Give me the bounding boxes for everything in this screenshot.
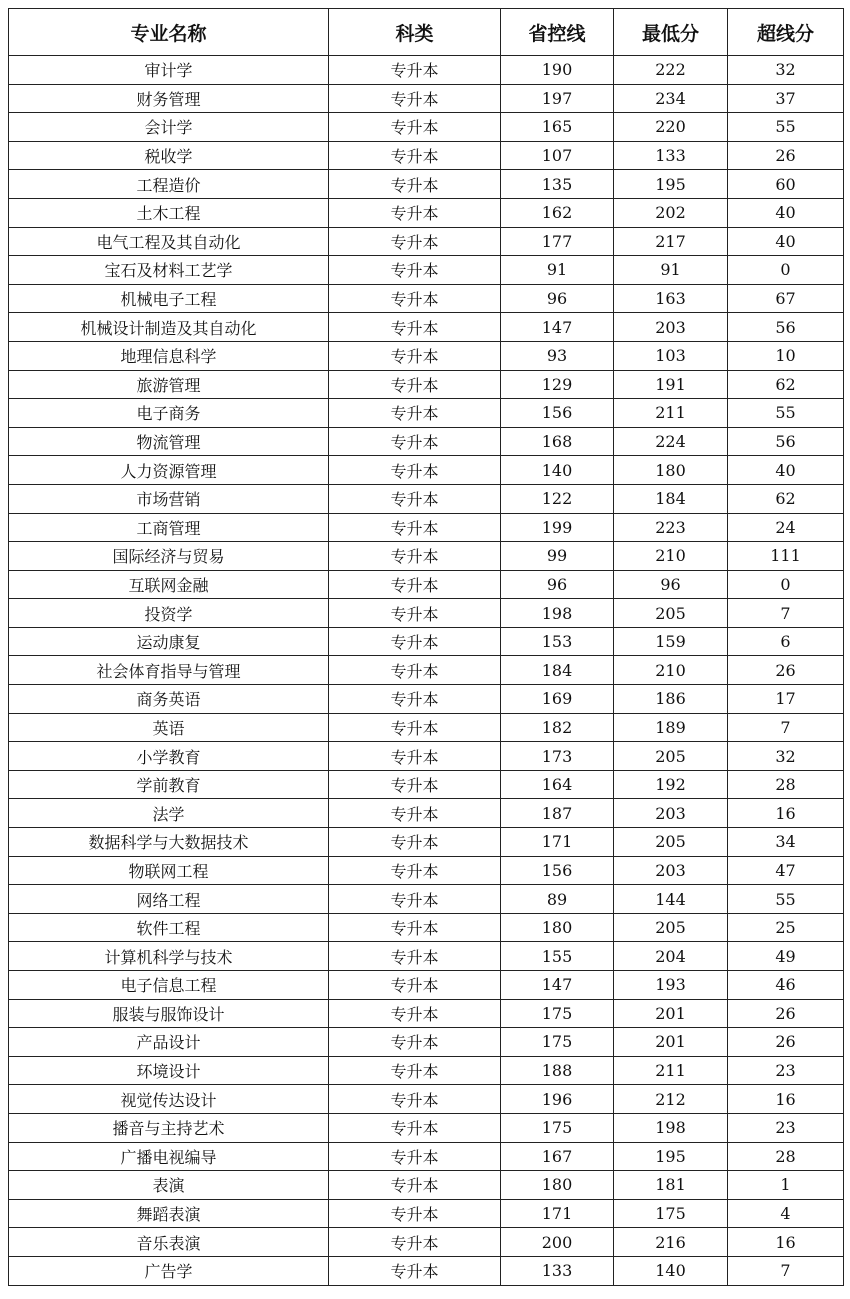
- cell-provincial-line: 91: [501, 256, 614, 285]
- cell-over-line: 16: [728, 1228, 844, 1257]
- cell-category: 专升本: [329, 141, 501, 170]
- cell-major-name: 环境设计: [9, 1056, 329, 1085]
- cell-category: 专升本: [329, 685, 501, 714]
- cell-category: 专升本: [329, 1228, 501, 1257]
- table-row: [9, 1142, 844, 1171]
- cell-major-name: 舞蹈表演: [9, 1199, 329, 1228]
- cell-over-line: 7: [728, 1256, 844, 1285]
- cell-category: 专升本: [329, 484, 501, 513]
- cell-provincial-line: 107: [501, 141, 614, 170]
- cell-major-name: 计算机科学与技术: [9, 942, 329, 971]
- cell-provincial-line: 122: [501, 484, 614, 513]
- cell-min-score: 217: [614, 227, 728, 256]
- cell-category: 专升本: [329, 56, 501, 85]
- cell-major-name: 投资学: [9, 599, 329, 628]
- cell-category: 专升本: [329, 370, 501, 399]
- cell-major-name: 表演: [9, 1171, 329, 1200]
- cell-over-line: 40: [728, 198, 844, 227]
- cell-provincial-line: 188: [501, 1056, 614, 1085]
- cell-over-line: 26: [728, 999, 844, 1028]
- cell-min-score: 186: [614, 685, 728, 714]
- cell-category: 专升本: [329, 770, 501, 799]
- table-row: [9, 913, 844, 942]
- cell-major-name: 数据科学与大数据技术: [9, 828, 329, 857]
- cell-category: 专升本: [329, 1113, 501, 1142]
- cell-min-score: 159: [614, 627, 728, 656]
- cell-over-line: 56: [728, 427, 844, 456]
- table-row: [9, 141, 844, 170]
- table-row: [9, 284, 844, 313]
- cell-provincial-line: 175: [501, 1028, 614, 1057]
- table-row: [9, 1199, 844, 1228]
- cell-category: 专升本: [329, 627, 501, 656]
- cell-over-line: 62: [728, 370, 844, 399]
- cell-provincial-line: 129: [501, 370, 614, 399]
- cell-category: 专升本: [329, 799, 501, 828]
- cell-over-line: 47: [728, 856, 844, 885]
- cell-category: 专升本: [329, 427, 501, 456]
- cell-category: 专升本: [329, 1199, 501, 1228]
- cell-over-line: 34: [728, 828, 844, 857]
- header-over-line: 超线分: [728, 9, 844, 56]
- table-row: [9, 227, 844, 256]
- table-row: [9, 942, 844, 971]
- cell-provincial-line: 147: [501, 971, 614, 1000]
- cell-category: 专升本: [329, 399, 501, 428]
- cell-category: 专升本: [329, 456, 501, 485]
- cell-min-score: 203: [614, 799, 728, 828]
- cell-category: 专升本: [329, 113, 501, 142]
- cell-min-score: 180: [614, 456, 728, 485]
- table-row: [9, 856, 844, 885]
- cell-category: 专升本: [329, 284, 501, 313]
- cell-min-score: 223: [614, 513, 728, 542]
- cell-major-name: 电子信息工程: [9, 971, 329, 1000]
- cell-min-score: 91: [614, 256, 728, 285]
- table-row: [9, 542, 844, 571]
- cell-category: 专升本: [329, 1142, 501, 1171]
- cell-over-line: 60: [728, 170, 844, 199]
- cell-major-name: 广播电视编导: [9, 1142, 329, 1171]
- table-row: [9, 1028, 844, 1057]
- cell-major-name: 视觉传达设计: [9, 1085, 329, 1114]
- cell-provincial-line: 175: [501, 999, 614, 1028]
- cell-major-name: 音乐表演: [9, 1228, 329, 1257]
- cell-min-score: 103: [614, 341, 728, 370]
- cell-min-score: 210: [614, 656, 728, 685]
- table-row: [9, 742, 844, 771]
- cell-category: 专升本: [329, 742, 501, 771]
- cell-min-score: 205: [614, 742, 728, 771]
- cell-min-score: 212: [614, 1085, 728, 1114]
- cell-min-score: 202: [614, 198, 728, 227]
- table-row: [9, 770, 844, 799]
- cell-major-name: 学前教育: [9, 770, 329, 799]
- header-provincial-line: 省控线: [501, 9, 614, 56]
- cell-over-line: 0: [728, 256, 844, 285]
- cell-provincial-line: 173: [501, 742, 614, 771]
- cell-major-name: 税收学: [9, 141, 329, 170]
- cell-category: 专升本: [329, 713, 501, 742]
- cell-provincial-line: 168: [501, 427, 614, 456]
- cell-provincial-line: 93: [501, 341, 614, 370]
- cell-major-name: 旅游管理: [9, 370, 329, 399]
- table-header: [9, 9, 844, 56]
- cell-category: 专升本: [329, 1056, 501, 1085]
- cell-category: 专升本: [329, 227, 501, 256]
- cell-over-line: 55: [728, 399, 844, 428]
- cell-over-line: 62: [728, 484, 844, 513]
- cell-major-name: 工程造价: [9, 170, 329, 199]
- table-row: [9, 84, 844, 113]
- table-row: [9, 627, 844, 656]
- cell-major-name: 服装与服饰设计: [9, 999, 329, 1028]
- cell-provincial-line: 187: [501, 799, 614, 828]
- cell-major-name: 市场营销: [9, 484, 329, 513]
- cell-category: 专升本: [329, 656, 501, 685]
- table-row: [9, 170, 844, 199]
- cell-over-line: 23: [728, 1113, 844, 1142]
- cell-category: 专升本: [329, 84, 501, 113]
- cell-min-score: 211: [614, 399, 728, 428]
- header-row: [9, 9, 844, 56]
- cell-over-line: 7: [728, 713, 844, 742]
- table-row: [9, 456, 844, 485]
- cell-category: 专升本: [329, 971, 501, 1000]
- table-row: [9, 599, 844, 628]
- cell-category: 专升本: [329, 1256, 501, 1285]
- cell-major-name: 商务英语: [9, 685, 329, 714]
- cell-major-name: 物流管理: [9, 427, 329, 456]
- cell-major-name: 广告学: [9, 1256, 329, 1285]
- cell-min-score: 163: [614, 284, 728, 313]
- cell-over-line: 49: [728, 942, 844, 971]
- cell-over-line: 16: [728, 1085, 844, 1114]
- table-row: [9, 1056, 844, 1085]
- cell-major-name: 土木工程: [9, 198, 329, 227]
- cell-category: 专升本: [329, 942, 501, 971]
- cell-min-score: 193: [614, 971, 728, 1000]
- cell-over-line: 55: [728, 113, 844, 142]
- cell-over-line: 26: [728, 656, 844, 685]
- cell-min-score: 220: [614, 113, 728, 142]
- cell-over-line: 28: [728, 770, 844, 799]
- cell-provincial-line: 182: [501, 713, 614, 742]
- cell-over-line: 32: [728, 742, 844, 771]
- cell-major-name: 人力资源管理: [9, 456, 329, 485]
- cell-provincial-line: 99: [501, 542, 614, 571]
- cell-major-name: 国际经济与贸易: [9, 542, 329, 571]
- cell-major-name: 电子商务: [9, 399, 329, 428]
- cell-major-name: 产品设计: [9, 1028, 329, 1057]
- cell-provincial-line: 167: [501, 1142, 614, 1171]
- cell-provincial-line: 199: [501, 513, 614, 542]
- table-body: [9, 56, 844, 1286]
- cell-major-name: 法学: [9, 799, 329, 828]
- cell-min-score: 211: [614, 1056, 728, 1085]
- table-row: [9, 1228, 844, 1257]
- cell-provincial-line: 155: [501, 942, 614, 971]
- cell-min-score: 144: [614, 885, 728, 914]
- cell-min-score: 192: [614, 770, 728, 799]
- cell-over-line: 67: [728, 284, 844, 313]
- cell-min-score: 140: [614, 1256, 728, 1285]
- cell-provincial-line: 169: [501, 685, 614, 714]
- cell-over-line: 6: [728, 627, 844, 656]
- cell-min-score: 198: [614, 1113, 728, 1142]
- cell-major-name: 地理信息科学: [9, 341, 329, 370]
- cell-over-line: 25: [728, 913, 844, 942]
- cell-over-line: 56: [728, 313, 844, 342]
- cell-provincial-line: 140: [501, 456, 614, 485]
- cell-min-score: 205: [614, 913, 728, 942]
- cell-over-line: 46: [728, 971, 844, 1000]
- cell-over-line: 55: [728, 885, 844, 914]
- cell-category: 专升本: [329, 1085, 501, 1114]
- cell-provincial-line: 96: [501, 284, 614, 313]
- cell-provincial-line: 200: [501, 1228, 614, 1257]
- table-row: [9, 828, 844, 857]
- cell-over-line: 10: [728, 341, 844, 370]
- table-row: [9, 256, 844, 285]
- table-row: [9, 341, 844, 370]
- table-row: [9, 685, 844, 714]
- cell-min-score: 205: [614, 828, 728, 857]
- cell-min-score: 224: [614, 427, 728, 456]
- cell-min-score: 234: [614, 84, 728, 113]
- cell-provincial-line: 198: [501, 599, 614, 628]
- cell-over-line: 40: [728, 227, 844, 256]
- cell-provincial-line: 162: [501, 198, 614, 227]
- cell-over-line: 0: [728, 570, 844, 599]
- cell-min-score: 204: [614, 942, 728, 971]
- cell-min-score: 181: [614, 1171, 728, 1200]
- table-row: [9, 513, 844, 542]
- cell-category: 专升本: [329, 570, 501, 599]
- cell-category: 专升本: [329, 913, 501, 942]
- cell-category: 专升本: [329, 341, 501, 370]
- table-row: [9, 198, 844, 227]
- cell-provincial-line: 175: [501, 1113, 614, 1142]
- cell-min-score: 216: [614, 1228, 728, 1257]
- table-row: [9, 484, 844, 513]
- table-row: [9, 427, 844, 456]
- table-row: [9, 56, 844, 85]
- cell-provincial-line: 135: [501, 170, 614, 199]
- cell-provincial-line: 180: [501, 1171, 614, 1200]
- cell-major-name: 工商管理: [9, 513, 329, 542]
- cell-min-score: 195: [614, 1142, 728, 1171]
- cell-major-name: 物联网工程: [9, 856, 329, 885]
- cell-major-name: 宝石及材料工艺学: [9, 256, 329, 285]
- cell-major-name: 社会体育指导与管理: [9, 656, 329, 685]
- header-major-name: 专业名称: [9, 9, 329, 56]
- cell-min-score: 222: [614, 56, 728, 85]
- cell-category: 专升本: [329, 1171, 501, 1200]
- cell-min-score: 201: [614, 999, 728, 1028]
- cell-provincial-line: 153: [501, 627, 614, 656]
- cell-over-line: 4: [728, 1199, 844, 1228]
- cell-major-name: 运动康复: [9, 627, 329, 656]
- cell-category: 专升本: [329, 856, 501, 885]
- cell-over-line: 40: [728, 456, 844, 485]
- cell-category: 专升本: [329, 828, 501, 857]
- cell-major-name: 英语: [9, 713, 329, 742]
- cell-major-name: 软件工程: [9, 913, 329, 942]
- table-row: [9, 1113, 844, 1142]
- table-row: [9, 971, 844, 1000]
- cell-provincial-line: 147: [501, 313, 614, 342]
- table-row: [9, 1256, 844, 1285]
- cell-major-name: 网络工程: [9, 885, 329, 914]
- cell-major-name: 电气工程及其自动化: [9, 227, 329, 256]
- cell-over-line: 28: [728, 1142, 844, 1171]
- cell-major-name: 会计学: [9, 113, 329, 142]
- cell-over-line: 7: [728, 599, 844, 628]
- cell-provincial-line: 180: [501, 913, 614, 942]
- cell-category: 专升本: [329, 1028, 501, 1057]
- cell-min-score: 210: [614, 542, 728, 571]
- cell-over-line: 26: [728, 141, 844, 170]
- cell-category: 专升本: [329, 885, 501, 914]
- table-row: [9, 1085, 844, 1114]
- cell-provincial-line: 190: [501, 56, 614, 85]
- cell-major-name: 播音与主持艺术: [9, 1113, 329, 1142]
- header-min-score: 最低分: [614, 9, 728, 56]
- table-row: [9, 713, 844, 742]
- cell-min-score: 203: [614, 313, 728, 342]
- cell-provincial-line: 156: [501, 856, 614, 885]
- cell-major-name: 互联网金融: [9, 570, 329, 599]
- cell-category: 专升本: [329, 599, 501, 628]
- cell-min-score: 205: [614, 599, 728, 628]
- cell-category: 专升本: [329, 256, 501, 285]
- cell-provincial-line: 164: [501, 770, 614, 799]
- table-row: [9, 399, 844, 428]
- table-row: [9, 370, 844, 399]
- cell-major-name: 审计学: [9, 56, 329, 85]
- cell-provincial-line: 184: [501, 656, 614, 685]
- cell-category: 专升本: [329, 513, 501, 542]
- table-row: [9, 799, 844, 828]
- table-row: [9, 656, 844, 685]
- table-row: [9, 313, 844, 342]
- cell-min-score: 189: [614, 713, 728, 742]
- cell-over-line: 37: [728, 84, 844, 113]
- table-row: [9, 885, 844, 914]
- cell-min-score: 195: [614, 170, 728, 199]
- cell-min-score: 203: [614, 856, 728, 885]
- cell-category: 专升本: [329, 542, 501, 571]
- table-row: [9, 1171, 844, 1200]
- score-table: [8, 8, 844, 1286]
- cell-provincial-line: 165: [501, 113, 614, 142]
- cell-provincial-line: 177: [501, 227, 614, 256]
- table-row: [9, 570, 844, 599]
- cell-provincial-line: 133: [501, 1256, 614, 1285]
- cell-provincial-line: 89: [501, 885, 614, 914]
- cell-min-score: 184: [614, 484, 728, 513]
- header-category: 科类: [329, 9, 501, 56]
- cell-over-line: 23: [728, 1056, 844, 1085]
- cell-over-line: 16: [728, 799, 844, 828]
- cell-major-name: 机械设计制造及其自动化: [9, 313, 329, 342]
- cell-provincial-line: 96: [501, 570, 614, 599]
- cell-min-score: 201: [614, 1028, 728, 1057]
- cell-provincial-line: 196: [501, 1085, 614, 1114]
- cell-major-name: 小学教育: [9, 742, 329, 771]
- table-row: [9, 113, 844, 142]
- cell-over-line: 24: [728, 513, 844, 542]
- cell-min-score: 96: [614, 570, 728, 599]
- cell-min-score: 191: [614, 370, 728, 399]
- cell-major-name: 机械电子工程: [9, 284, 329, 313]
- table-row: [9, 999, 844, 1028]
- cell-major-name: 财务管理: [9, 84, 329, 113]
- cell-provincial-line: 171: [501, 1199, 614, 1228]
- cell-min-score: 175: [614, 1199, 728, 1228]
- cell-category: 专升本: [329, 999, 501, 1028]
- cell-provincial-line: 171: [501, 828, 614, 857]
- cell-over-line: 26: [728, 1028, 844, 1057]
- cell-over-line: 111: [728, 542, 844, 571]
- cell-category: 专升本: [329, 198, 501, 227]
- cell-over-line: 17: [728, 685, 844, 714]
- cell-category: 专升本: [329, 170, 501, 199]
- cell-provincial-line: 156: [501, 399, 614, 428]
- cell-min-score: 133: [614, 141, 728, 170]
- cell-category: 专升本: [329, 313, 501, 342]
- cell-over-line: 1: [728, 1171, 844, 1200]
- cell-over-line: 32: [728, 56, 844, 85]
- cell-provincial-line: 197: [501, 84, 614, 113]
